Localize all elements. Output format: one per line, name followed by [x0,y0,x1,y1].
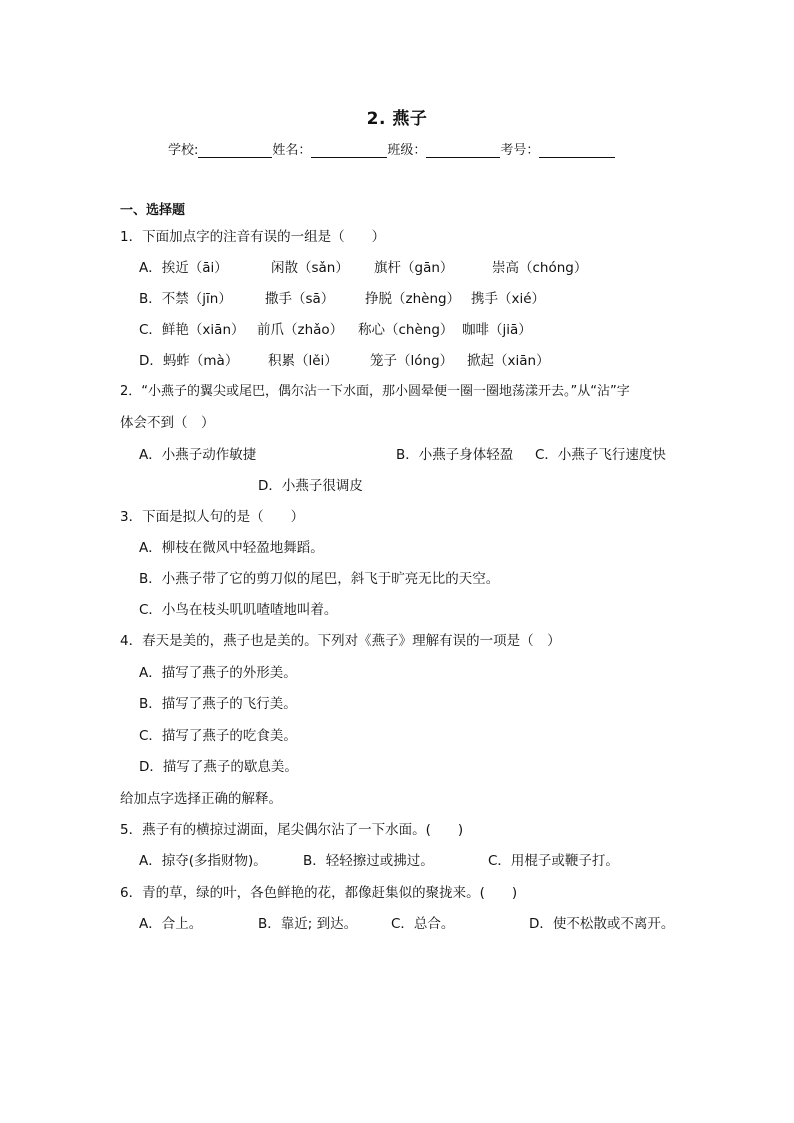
q1-option-b-1: B．不禁（jīn） [139,291,232,307]
q2-stem-line1: 2．“小燕子的翼尖或尾巴，偶尔沾一下水面，那小圆晕便一圈一圈地荡漾开去。”从“沾”字 [120,384,630,399]
q1-option-d-1: D．蚂蚱（mà） [139,353,239,369]
q5-option-a: A．掠夺(多指财物)。 [139,853,267,869]
q1-stem: 1．下面加点字的注音有误的一组是（ ） [120,229,386,245]
q1-option-c-2: 前爪（zhǎo） [257,322,344,338]
q2-option-b: B．小燕子身体轻盈 [396,447,514,463]
q5-stem: 5．燕子有的横掠过湖面，尾尖偶尔沾了一下水面。( ) [120,822,464,838]
q5-option-c: C．用棍子或鞭子打。 [488,853,619,869]
q2-stem-line2: 体会不到（ ） [120,415,215,431]
student-info-line [168,139,615,158]
q6-option-c: C．总合。 [391,916,455,932]
q2-option-c: C．小燕子飞行速度快 [535,447,666,463]
q4-option-a: A．描写了燕子的外形美。 [139,665,297,681]
q1-option-c-1: C．鲜艳（xiān） [139,322,245,338]
q4-option-b: B．描写了燕子的飞行美。 [139,696,297,712]
q1-option-d-2: 积累（lěi） [268,353,338,369]
q3-stem: 3．下面是拟人句的是（ ） [120,509,305,525]
q1-option-c-3: 称心（chèng） [358,322,454,338]
exam-no-label: 考号： [500,143,540,158]
class-label: 班级： [387,143,427,158]
section-title: 一、选择题 [120,203,186,218]
q2-option-d: D．小燕子很调皮 [258,478,363,494]
q1-option-d-4: 掀起（xiān） [467,353,550,369]
q1-option-b-3: 挣脱（zhèng） [365,291,461,307]
class-blank[interactable] [426,143,500,158]
q6-option-d: D．使不松散或不离开。 [529,916,675,932]
name-label: 姓名： [272,143,312,158]
q1-option-a-3: 旗杆（gān） [374,260,454,276]
school-label: 学校: [168,143,199,158]
q3-option-a: A．柳枝在微风中轻盈地舞蹈。 [139,540,324,556]
q1-option-a-4: 崇高（chóng） [492,260,588,276]
q1-option-b-4: 携手（xié） [471,291,546,307]
q5-option-b: B．轻轻擦过或拂过。 [303,853,434,869]
q6-stem: 6．青的草，绿的叶，各色鲜艳的花，都像赶集似的聚拢来。( ) [120,885,518,901]
q4-option-d: D．描写了燕子的歇息美。 [139,759,298,775]
q4-stem: 4．春天是美的，燕子也是美的。下列对《燕子》理解有误的一项是（ ） [120,633,561,649]
instruction-text: 给加点字选择正确的解释。 [120,791,282,807]
q1-option-c-4: 咖啡（jiā） [462,322,532,338]
q1-option-a-2: 闲散（sǎn） [271,260,349,276]
q1-option-a-1: A．挨近（āi） [139,260,228,276]
q4-option-c: C．描写了燕子的吃食美。 [139,728,297,744]
q3-option-c: C．小鸟在枝头叽叽喳喳地叫着。 [139,602,338,618]
exam-no-blank[interactable] [539,143,615,158]
q3-option-b: B．小燕子带了它的剪刀似的尾巴，斜飞于旷亮无比的天空。 [139,571,500,587]
school-blank[interactable] [198,143,272,158]
name-blank[interactable] [311,143,387,158]
q2-option-a: A．小燕子动作敏捷 [139,447,257,463]
q1-option-b-2: 撒手（sā） [265,291,335,307]
q6-option-b: B．靠近; 到达。 [258,916,358,932]
q6-option-a: A．合上。 [139,916,203,932]
q1-option-d-3: 笼子（lóng） [370,353,454,369]
page-title: 2. 燕子 [366,109,428,129]
